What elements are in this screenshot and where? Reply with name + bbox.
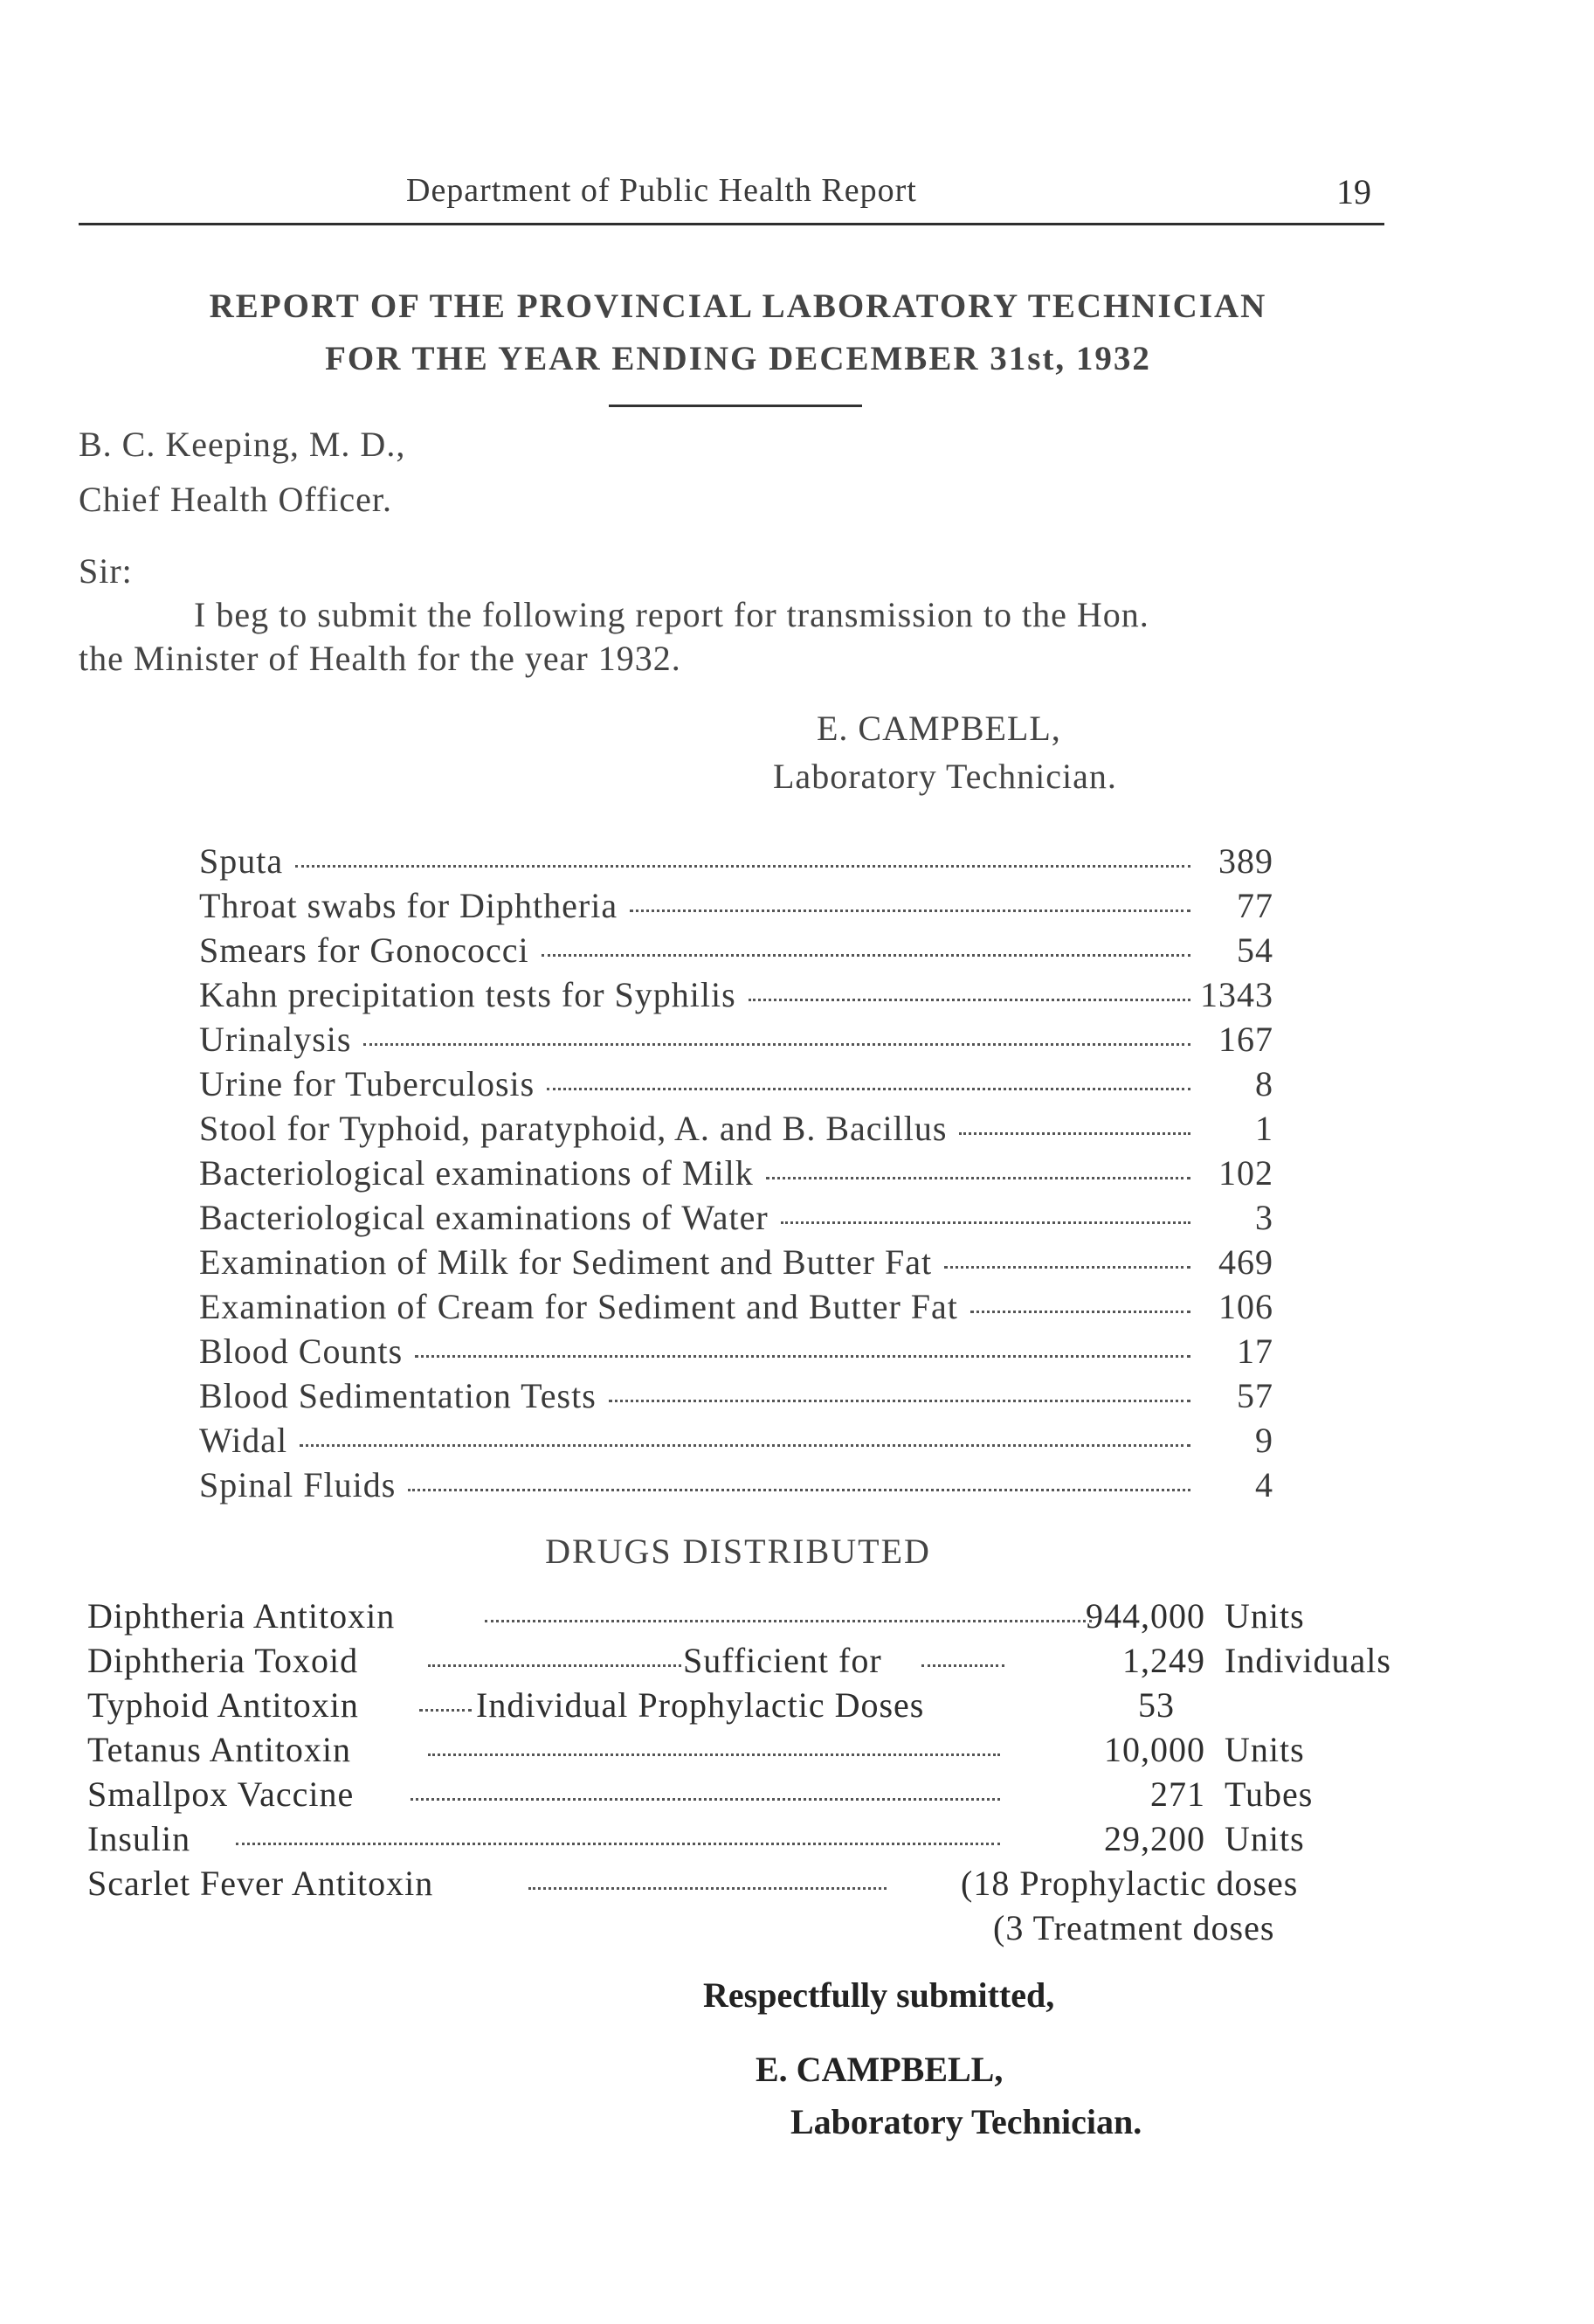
item-value: 102 [1218, 1153, 1273, 1193]
list-item [199, 1464, 1273, 1509]
item-label: Urinalysis [199, 1020, 352, 1059]
drug-row-insulin [87, 1818, 1397, 1863]
drug-unit: Units [1225, 1819, 1305, 1858]
drug-amount: 271 [1150, 1774, 1205, 1814]
drug-label: Smallpox Vaccine [87, 1774, 355, 1814]
drug-unit: Units [1225, 1730, 1305, 1769]
item-label: Examination of Cream for Sediment and Butter Fat [199, 1287, 958, 1326]
list-item [199, 1197, 1273, 1242]
addressee-position: Chief Health Officer. [79, 480, 393, 519]
drug-amount: 53 [1138, 1685, 1175, 1725]
drug-unit: Tubes [1225, 1774, 1314, 1814]
drug-label: Diphtheria Toxoid [87, 1641, 359, 1680]
list-item [199, 1108, 1273, 1152]
drug-label: Insulin [87, 1819, 191, 1858]
leader-dots [781, 1221, 1190, 1224]
signature-title: Laboratory Technician. [773, 757, 1117, 796]
report-title-line1: REPORT OF THE PROVINCIAL LABORATORY TECHNICIAN [209, 287, 1267, 325]
item-value: 57 [1237, 1376, 1273, 1415]
list-item [199, 974, 1273, 1019]
list-item [199, 1242, 1273, 1286]
list-item [199, 1420, 1273, 1464]
list-item [199, 1019, 1273, 1063]
item-label: Spinal Fluids [199, 1465, 397, 1504]
leader-dots [363, 1043, 1190, 1046]
list-item [199, 1286, 1273, 1331]
title-divider [609, 405, 862, 407]
drug-dose-line2: (3 Treatment doses [993, 1908, 1275, 1947]
drug-amount: 29,200 [1104, 1819, 1205, 1858]
page-number: 19 [1336, 172, 1371, 211]
item-label: Widal [199, 1421, 288, 1460]
drug-row-scarlet-fever-antitoxin [87, 1863, 1397, 1907]
closing-title: Laboratory Technician. [790, 2102, 1142, 2141]
leader-dots [419, 1684, 472, 1712]
leader-dots [415, 1355, 1190, 1358]
item-value: 1343 [1200, 975, 1273, 1014]
signature-name: E. CAMPBELL, [817, 709, 1061, 748]
closing-name: E. CAMPBELL, [756, 2050, 1004, 2089]
leader-dots [630, 910, 1190, 912]
drug-row-smallpox-vaccine [87, 1774, 1397, 1818]
item-label: Blood Counts [199, 1331, 404, 1371]
leader-dots [528, 1863, 887, 1890]
item-label: Smears for Gonococci [199, 930, 529, 970]
item-label: Blood Sedimentation Tests [199, 1376, 597, 1415]
addressee-name: B. C. Keeping, M. D., [79, 425, 406, 464]
drug-row-diphtheria-antitoxin [87, 1595, 1397, 1640]
leader-dots [547, 1088, 1190, 1090]
leader-dots [295, 865, 1190, 868]
leader-dots [766, 1177, 1190, 1179]
item-label: Stool for Typhoid, paratyphoid, A. and B. Bacillus [199, 1109, 948, 1148]
list-item [199, 1152, 1273, 1197]
drug-dose-line1: (18 Prophylactic doses [961, 1864, 1299, 1903]
intro-line1: I beg to submit the following report for transmission to the Hon. [194, 595, 1149, 634]
leader-dots [300, 1444, 1190, 1447]
leader-dots [485, 1595, 1092, 1622]
item-value: 389 [1218, 841, 1273, 881]
item-value: 1 [1255, 1109, 1273, 1148]
drugs-list [87, 1595, 1397, 1952]
closing-text: Respectfully submitted, [703, 1975, 1055, 2015]
item-value: 9 [1255, 1421, 1273, 1460]
leader-dots [609, 1400, 1190, 1402]
drug-row-scarlet-fever-continued [87, 1907, 1397, 1952]
list-item [199, 930, 1273, 974]
item-value: 106 [1218, 1287, 1273, 1326]
item-value: 469 [1218, 1242, 1273, 1282]
leader-dots [944, 1266, 1190, 1269]
item-label: Sputa [199, 841, 284, 881]
list-item [199, 1331, 1273, 1375]
leader-dots [970, 1311, 1190, 1313]
item-value: 54 [1237, 930, 1273, 970]
drug-unit: Units [1225, 1596, 1305, 1636]
drug-note: Individual Prophylactic Doses [476, 1685, 925, 1725]
item-label: Bacteriological examinations of Water [199, 1198, 769, 1237]
leader-dots [749, 999, 1190, 1001]
drug-note: Sufficient for [683, 1641, 882, 1680]
item-label: Urine for Tuberculosis [199, 1064, 535, 1103]
leader-dots [921, 1640, 1004, 1667]
leader-dots [959, 1132, 1190, 1135]
list-item [199, 885, 1273, 930]
list-item [199, 840, 1273, 885]
list-item [199, 1375, 1273, 1420]
examinations-list [199, 840, 1273, 1509]
item-value: 3 [1255, 1198, 1273, 1237]
drug-amount: 10,000 [1104, 1730, 1205, 1769]
drug-row-diphtheria-toxoid [87, 1640, 1397, 1684]
item-label: Throat swabs for Diphtheria [199, 886, 618, 925]
report-title-line2: FOR THE YEAR ENDING DECEMBER 31st, 1932 [325, 340, 1151, 377]
drug-label: Diphtheria Antitoxin [87, 1596, 396, 1636]
item-value: 77 [1237, 886, 1273, 925]
leader-dots [236, 1818, 1000, 1845]
running-header-title: Department of Public Health Report [406, 172, 917, 209]
item-label: Examination of Milk for Sediment and Butter Fat [199, 1242, 933, 1282]
leader-dots [542, 954, 1190, 957]
drug-row-tetanus-antitoxin [87, 1729, 1397, 1774]
leader-dots [428, 1729, 1000, 1756]
item-label: Kahn precipitation tests for Syphilis [199, 975, 736, 1014]
header-rule [79, 223, 1384, 225]
drug-label: Typhoid Antitoxin [87, 1685, 359, 1725]
drug-label: Tetanus Antitoxin [87, 1730, 351, 1769]
intro-line2: the Minister of Health for the year 1932. [79, 639, 681, 678]
leader-dots [411, 1774, 1000, 1801]
leader-dots [428, 1640, 681, 1667]
drug-row-typhoid-antitoxin [87, 1684, 1397, 1729]
drug-amount: 1,249 [1122, 1641, 1205, 1680]
item-value: 8 [1255, 1064, 1273, 1103]
item-value: 167 [1218, 1020, 1273, 1059]
leader-dots [408, 1489, 1190, 1491]
list-item [199, 1063, 1273, 1108]
drug-unit: Individuals [1225, 1641, 1391, 1680]
item-value: 4 [1255, 1465, 1273, 1504]
salutation: Sir: [79, 551, 133, 591]
drug-amount: 944,000 [1086, 1596, 1205, 1636]
item-label: Bacteriological examinations of Milk [199, 1153, 754, 1193]
drugs-heading: DRUGS DISTRIBUTED [545, 1532, 931, 1571]
drug-label: Scarlet Fever Antitoxin [87, 1864, 434, 1903]
item-value: 17 [1237, 1331, 1273, 1371]
